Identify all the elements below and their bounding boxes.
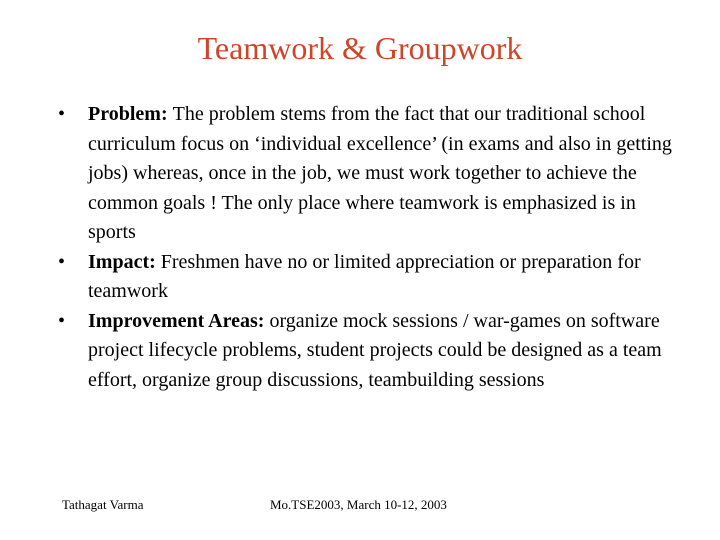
bullet-icon: •	[58, 309, 66, 332]
bullet-text: The problem stems from the fact that our traditional school curriculum focus on ‘individual excellence’ (in exams and also in getting jobs) whereas, once in the job, we must work together to achieve the common goals ! The only place where teamwork is emphasized is in sports	[88, 103, 672, 243]
bullet-item-problem	[58, 100, 678, 248]
slide-title: Teamwork & Groupwork	[197, 30, 523, 66]
bullet-text: organize mock sessions / war-games on software project lifecycle problems, student projects could be designed as a team effort, organize group discussions, teambuilding sessions	[88, 309, 662, 391]
bullet-item-improvement-areas	[58, 307, 678, 396]
bullet-list	[58, 100, 678, 395]
bullet-icon: •	[58, 103, 66, 125]
footer-event: Mo.TSE2003, March 10-12, 2003	[270, 497, 447, 512]
bullet-term: Impact:	[88, 250, 161, 273]
bullet-term: Improvement Areas:	[88, 309, 270, 332]
footer-author: Tathagat Varma	[62, 497, 144, 512]
bullet-term: Problem:	[88, 103, 173, 125]
bullet-icon: •	[58, 250, 66, 273]
bullet-item-impact	[58, 248, 678, 307]
bullet-text: Freshmen have no or limited appreciation or preparation for teamwork	[88, 250, 641, 302]
